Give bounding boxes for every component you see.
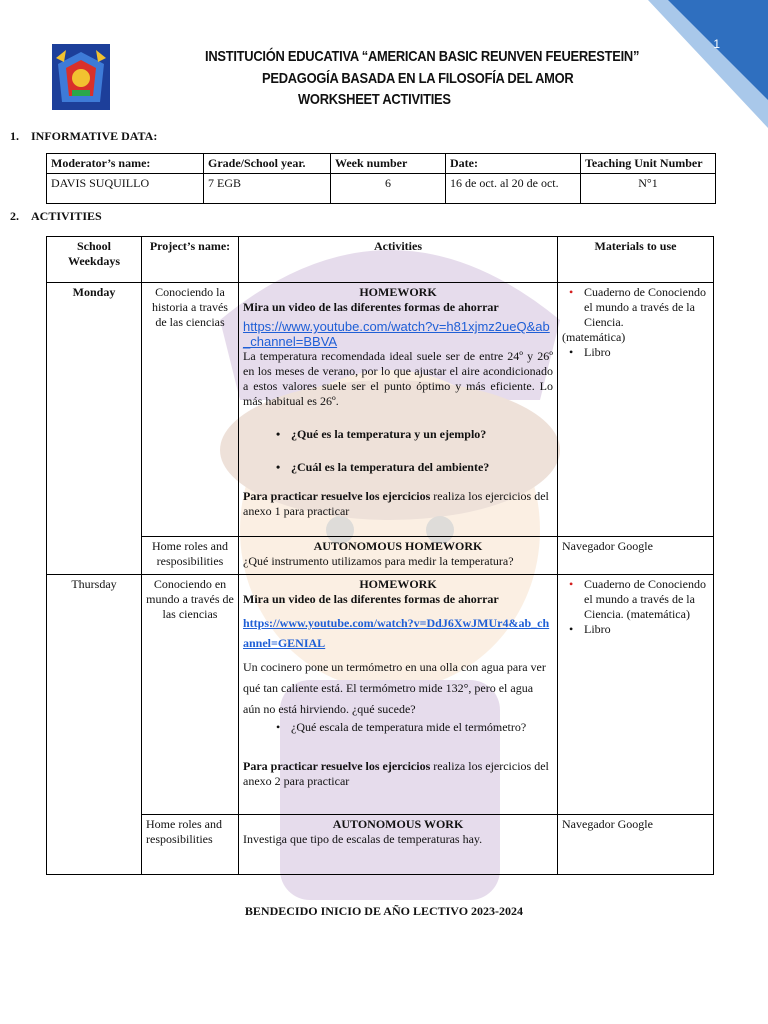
monday-homework-subtitle: Mira un video de las diferentes formas de ahorrar [243, 300, 499, 314]
monday-materials-list-2 [584, 345, 709, 360]
worksheet-title: WORKSHEET ACTIVITIES [298, 91, 451, 108]
thursday-paragraph: Un cocinero pone un termómetro en una olla con agua para ver qué tan caliente está. El termómetro mide 132°, pero el agua aún no está hirviendo. ¿qué sucede? [243, 660, 546, 716]
thursday-day: Thursday [47, 575, 142, 875]
monday-roles-activities [239, 537, 558, 575]
header-moderator: Moderator’s name: [47, 154, 204, 174]
monday-paragraph: La temperatura recomendada ideal suele ser de entre 24º y 26º en los meses de verano, por lo que ajustar el aire acondicionado a estos valores suele ser el punto óptimo y más eficiente. Lo más habitual es 26º. [243, 349, 553, 408]
thursday-question-1: • ¿Qué escala de temperatura mide el termómetro? [291, 720, 553, 735]
monday-question-2: • ¿Cuál es la temperatura del ambiente? [291, 460, 553, 475]
page-number: 1 [713, 37, 720, 51]
thursday-practice-bold: Para practicar resuelve los ejercicios [243, 759, 431, 773]
date-value: 16 de oct. al 20 de oct. [446, 174, 581, 204]
monday-practice [243, 489, 553, 519]
pedagogy-title: PEDAGOGÍA BASADA EN LA FILOSOFÍA DEL AMOR [262, 70, 574, 87]
teaching-unit-value: N°1 [581, 174, 716, 204]
monday-practice-bold: Para practicar resuelve los ejercicios [243, 489, 431, 503]
monday-day: Monday [47, 283, 142, 575]
monday-materials [558, 283, 714, 537]
activities-table [46, 236, 714, 875]
monday-material-2: • Libro [584, 345, 709, 360]
monday-activities [239, 283, 558, 537]
thursday-materials [558, 575, 714, 815]
header-project: Project’s name: [142, 237, 239, 283]
section-activities: 2. ACTIVITIES [10, 209, 102, 223]
activities-header-row [47, 237, 714, 283]
thursday-homework-title: HOMEWORK [359, 577, 437, 591]
monday-autonomous-title: AUTONOMOUS HOMEWORK [313, 539, 483, 553]
thursday-row [47, 575, 714, 815]
monday-project: Conociendo la historia a través de las ciencias [142, 283, 239, 537]
monday-materials-note: (matemática) [562, 330, 626, 344]
informative-data-table [46, 153, 716, 204]
thursday-practice-rest: realiza los ejercicios del anexo 2 para practicar [243, 759, 549, 788]
monday-homework-title: HOMEWORK [359, 285, 437, 299]
moderator-name: DAVIS SUQUILLO [47, 174, 204, 204]
thursday-material-2: • Libro [584, 622, 709, 637]
thursday-activities [239, 575, 558, 815]
thursday-roles-row [47, 815, 714, 875]
monday-question-1: • ¿Qué es la temperatura y un ejemplo? [291, 427, 553, 442]
monday-row [47, 283, 714, 537]
school-name: INSTITUCIÓN EDUCATIVA “AMERICAN BASIC REUNVEN FEUERESTEIN” [205, 48, 640, 65]
header-week: Week number [331, 154, 446, 174]
thursday-autonomous-text: Investiga que tipo de escalas de temperaturas hay. [243, 832, 483, 846]
week-value: 6 [331, 174, 446, 204]
monday-roles-materials: Navegador Google [558, 537, 714, 575]
header-activities: Activities [239, 237, 558, 283]
header-grade: Grade/School year. [204, 154, 331, 174]
header-weekdays: School Weekdays [47, 237, 142, 283]
monday-materials-list [584, 285, 709, 330]
monday-material-1: • Cuaderno de Conociendo el mundo a través de la Ciencia. [584, 285, 709, 330]
info-data-row [47, 174, 716, 204]
school-logo [52, 44, 110, 110]
thursday-video-link[interactable]: https://www.youtube.com/watch?v=DdJ6XwJMUr4&ab_channel=GENIAL [243, 616, 550, 650]
monday-video-link[interactable]: https://www.youtube.com/watch?v=h81xjmz2ueQ&ab_channel=BBVA [243, 319, 550, 349]
monday-questions [291, 427, 553, 475]
monday-roles-project: Home roles and resposibilities [142, 537, 239, 575]
thursday-project: Conociendo en mundo a través de las ciencias [142, 575, 239, 815]
monday-practice-rest: realiza los ejercicios del anexo 1 para practicar [243, 489, 549, 518]
corner-decoration [628, 0, 768, 140]
header-teaching-unit: Teaching Unit Number [581, 154, 716, 174]
thursday-material-1: • Cuaderno de Conociendo el mundo a través de la Ciencia. (matemática) [584, 577, 709, 622]
thursday-homework-subtitle: Mira un video de las diferentes formas de ahorrar [243, 592, 499, 606]
thursday-roles-project: Home roles and resposibilities [142, 815, 239, 875]
info-header-row [47, 154, 716, 174]
thursday-materials-list [584, 577, 709, 637]
thursday-questions [291, 720, 553, 735]
thursday-roles-materials: Navegador Google [558, 815, 714, 875]
thursday-autonomous-title: AUTONOMOUS WORK [332, 817, 464, 831]
monday-autonomous-text: ¿Qué instrumento utilizamos para medir la temperatura? [243, 554, 514, 568]
header-date: Date: [446, 154, 581, 174]
grade-value: 7 EGB [204, 174, 331, 204]
footer-message: BENDECIDO INICIO DE AÑO LECTIVO 2023-2024 [244, 904, 524, 918]
section-informative-data: 1. INFORMATIVE DATA: [10, 129, 158, 143]
monday-roles-row [47, 537, 714, 575]
header-materials: Materials to use [558, 237, 714, 283]
thursday-practice [243, 759, 553, 789]
thursday-roles-activities [239, 815, 558, 875]
